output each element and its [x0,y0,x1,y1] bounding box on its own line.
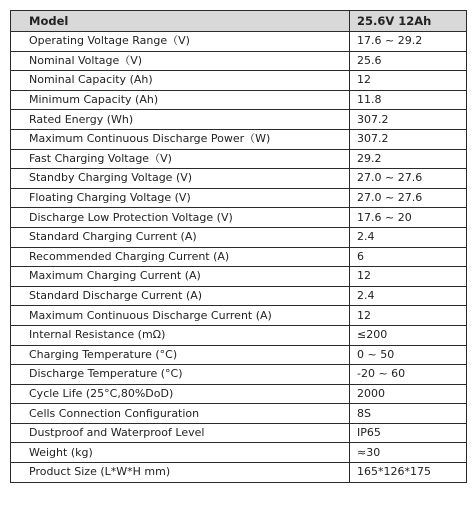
param-cell: Floating Charging Voltage (V) [11,188,350,208]
value-cell: 307.2 [350,129,467,149]
value-cell: 307.2 [350,110,467,130]
value-cell: 165*126*175 [350,463,467,483]
param-cell: Standard Discharge Current (A) [11,286,350,306]
param-cell: Discharge Low Protection Voltage (V) [11,208,350,228]
header-param: Model [11,11,350,32]
param-cell: Charging Temperature (°C) [11,345,350,365]
param-cell: Product Size (L*W*H mm) [11,463,350,483]
value-cell: ≈30 [350,443,467,463]
param-cell: Internal Resistance (mΩ) [11,325,350,345]
param-cell: Nominal Voltage（V) [11,51,350,71]
table-row [11,149,467,169]
table-row [11,443,467,463]
param-cell: Maximum Charging Current (A) [11,267,350,287]
table-row [11,463,467,483]
table-row [11,51,467,71]
value-cell: 12 [350,306,467,326]
table-row [11,90,467,110]
table-header-row [11,11,467,32]
value-cell: 25.6 [350,51,467,71]
table-row [11,32,467,52]
param-cell: Fast Charging Voltage（V) [11,149,350,169]
value-cell: 2.4 [350,286,467,306]
table-row [11,423,467,443]
table-row [11,110,467,130]
table-row [11,188,467,208]
header-value: 25.6V 12Ah [350,11,467,32]
table-row [11,227,467,247]
table-row [11,169,467,189]
table-row [11,384,467,404]
table-row [11,404,467,424]
value-cell: IP65 [350,423,467,443]
value-cell: 17.6 ~ 29.2 [350,32,467,52]
value-cell: 6 [350,247,467,267]
value-cell: 2000 [350,384,467,404]
param-cell: Weight (kg) [11,443,350,463]
table-row [11,325,467,345]
param-cell: Minimum Capacity (Ah) [11,90,350,110]
spec-table-body [11,32,467,483]
param-cell: Dustproof and Waterproof Level [11,423,350,443]
value-cell: 0 ~ 50 [350,345,467,365]
table-row [11,365,467,385]
value-cell: 27.0 ~ 27.6 [350,188,467,208]
value-cell: 12 [350,267,467,287]
param-cell: Standard Charging Current (A) [11,227,350,247]
param-cell: Operating Voltage Range（V) [11,32,350,52]
table-row [11,247,467,267]
param-cell: Rated Energy (Wh) [11,110,350,130]
param-cell: Recommended Charging Current (A) [11,247,350,267]
param-cell: Standby Charging Voltage (V) [11,169,350,189]
param-cell: Discharge Temperature (°C) [11,365,350,385]
value-cell: 2.4 [350,227,467,247]
value-cell: -20 ~ 60 [350,365,467,385]
value-cell: 8S [350,404,467,424]
value-cell: 17.6 ~ 20 [350,208,467,228]
table-row [11,267,467,287]
table-row [11,286,467,306]
table-row [11,306,467,326]
param-cell: Maximum Continuous Discharge Power（W) [11,129,350,149]
value-cell: 12 [350,71,467,91]
value-cell: 27.0 ~ 27.6 [350,169,467,189]
table-row [11,71,467,91]
table-row [11,129,467,149]
param-cell: Nominal Capacity (Ah) [11,71,350,91]
value-cell: ≤200 [350,325,467,345]
value-cell: 11.8 [350,90,467,110]
table-row [11,208,467,228]
value-cell: 29.2 [350,149,467,169]
table-row [11,345,467,365]
param-cell: Cycle Life (25°C,80%DoD) [11,384,350,404]
spec-table [10,10,467,483]
param-cell: Maximum Continuous Discharge Current (A) [11,306,350,326]
param-cell: Cells Connection Configuration [11,404,350,424]
